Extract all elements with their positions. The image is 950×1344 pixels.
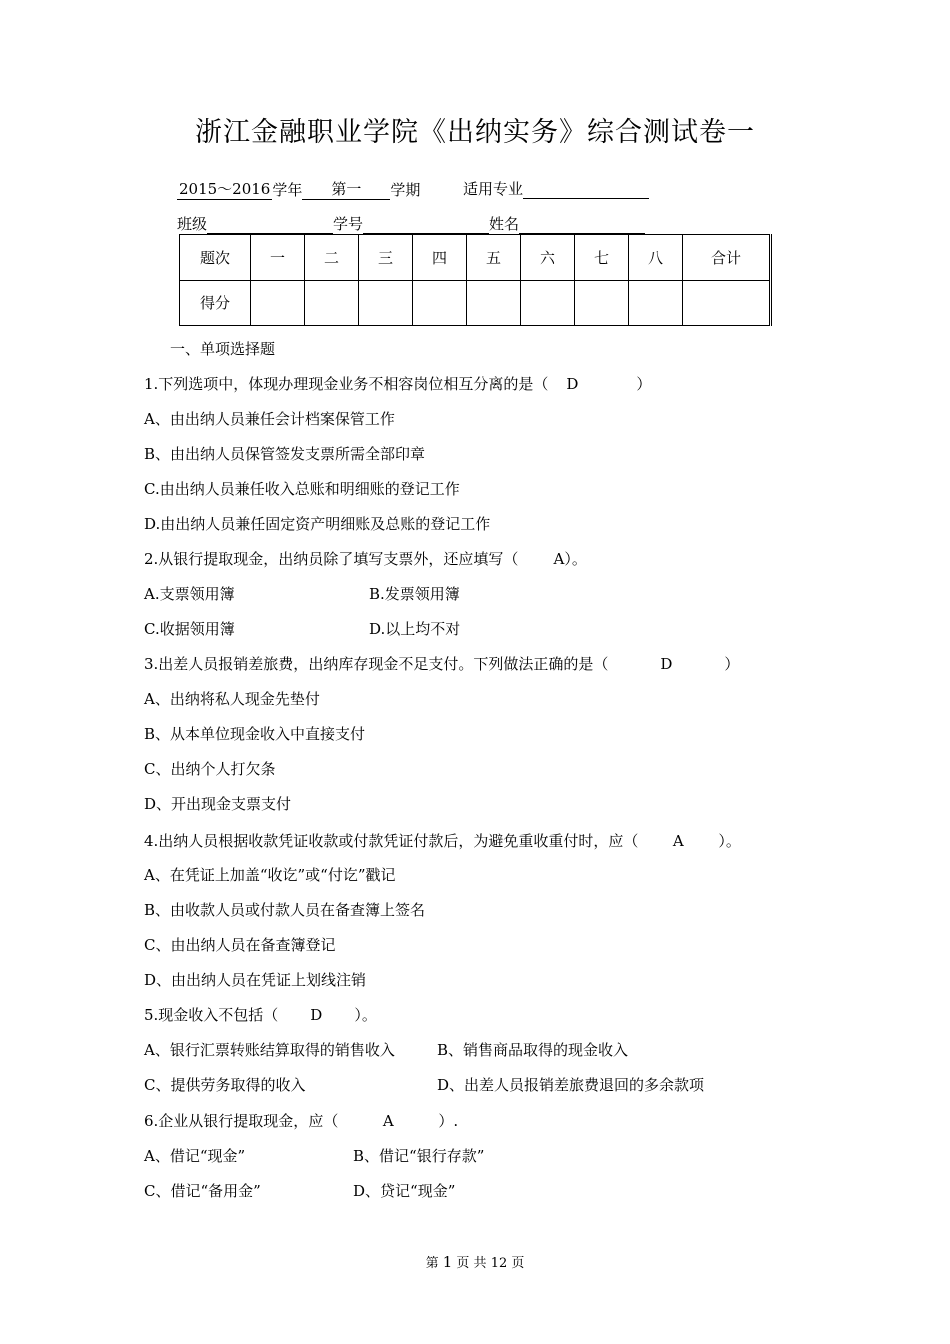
footer-suffix: 页 [511, 1256, 525, 1271]
answer: D [310, 1006, 323, 1024]
option: C、提供劳务取得的收入 [144, 1076, 306, 1094]
col-header: 一 [251, 235, 305, 281]
option: C、借记“备用金” [144, 1182, 261, 1200]
major-line [463, 178, 649, 199]
col-header: 三 [359, 235, 413, 281]
class-label: 班级 [177, 215, 208, 233]
option: D、开出现金支票支付 [144, 795, 292, 813]
term-suffix: 学期 [390, 181, 421, 199]
total-pages: 12 [490, 1256, 508, 1271]
section-heading: 一、单项选择题 [170, 340, 276, 358]
student-id-label: 学号 [333, 215, 364, 233]
question-close: ）. [438, 1112, 459, 1130]
row-label-question: 题次 [180, 235, 251, 281]
score-table-score-row [180, 280, 771, 326]
question-close: ）。 [564, 550, 587, 568]
col-header: 四 [413, 235, 467, 281]
option: D.由出纳人员兼任固定资产明细账及总账的登记工作 [144, 515, 491, 533]
option: D、出差人员报销差旅费退回的多余款项 [437, 1076, 705, 1094]
option: A、在凭证上加盖“收讫”或“付讫”戳记 [144, 866, 396, 884]
footer-middle: 页 共 [456, 1256, 487, 1271]
score-cell[interactable] [359, 280, 413, 326]
name-label: 姓名 [489, 215, 520, 233]
option: D、贷记“现金” [353, 1182, 456, 1200]
year-suffix: 学年 [272, 181, 303, 199]
question-stem: 1.下列选项中，体现办理现金业务不相容岗位相互分离的是（ [144, 375, 549, 393]
question-5 [144, 1004, 377, 1025]
answer: A [553, 550, 565, 568]
col-header: 八 [629, 235, 683, 281]
question-1 [144, 373, 651, 394]
total-score-cell[interactable] [683, 280, 771, 326]
option: C、由出纳人员在备查簿登记 [144, 936, 336, 954]
question-stem: 6.企业从银行提取现金，应（ [144, 1112, 339, 1130]
col-header: 六 [521, 235, 575, 281]
score-cell[interactable] [629, 280, 683, 326]
question-close: ） [636, 375, 652, 393]
score-cell[interactable] [467, 280, 521, 326]
question-stem: 2.从银行提取现金，出纳员除了填写支票外，还应填写（ [144, 550, 519, 568]
question-stem: 3.出差人员报销差旅费，出纳库存现金不足支付。下列做法正确的是（ [144, 655, 609, 673]
question-stem: 5.现金收入不包括（ [144, 1006, 279, 1024]
score-cell[interactable] [521, 280, 575, 326]
col-header: 二 [305, 235, 359, 281]
option: B.发票领用簿 [369, 585, 460, 603]
question-close: ） [724, 655, 740, 673]
option: B、由收款人员或付款人员在备查簿上签名 [144, 901, 426, 919]
name-blank[interactable] [519, 215, 645, 234]
footer-prefix: 第 [425, 1256, 439, 1271]
question-2 [144, 548, 587, 569]
term-value: 第一 [302, 178, 390, 200]
major-blank[interactable] [523, 180, 649, 199]
class-blank[interactable] [207, 215, 333, 234]
score-cell[interactable] [413, 280, 467, 326]
option: C.由出纳人员兼任收入总账和明细账的登记工作 [144, 480, 460, 498]
option: B、销售商品取得的现金收入 [437, 1041, 629, 1059]
score-cell[interactable] [305, 280, 359, 326]
term-line [177, 178, 420, 200]
option: C、出纳个人打欠条 [144, 760, 276, 778]
option: B、从本单位现金收入中直接支付 [144, 725, 366, 743]
answer: A [382, 1112, 394, 1130]
option: A.支票领用簿 [144, 585, 235, 603]
option: A、银行汇票转账结算取得的销售收入 [144, 1041, 395, 1059]
question-close: ）。 [718, 832, 741, 850]
current-page: 1 [442, 1253, 453, 1271]
option: A、出纳将私人现金先垫付 [144, 690, 320, 708]
page-footer [0, 1252, 950, 1271]
answer: D [566, 375, 579, 393]
row-label-score: 得分 [180, 280, 251, 326]
option: A、借记“现金” [144, 1147, 246, 1165]
answer: A [672, 832, 684, 850]
option: D、由出纳人员在凭证上划线注销 [144, 971, 367, 989]
answer: D [660, 655, 673, 673]
option: D.以上均不对 [369, 620, 461, 638]
total-header: 合计 [683, 235, 771, 281]
score-table-header-row [180, 235, 771, 281]
major-label: 适用专业 [463, 180, 524, 198]
option: B、由出纳人员保管签发支票所需全部印章 [144, 445, 426, 463]
year-value: 2015～2016 [179, 180, 271, 198]
question-stem: 4.出纳人员根据收款凭证收款或付款凭证付款后，为避免重收重付时，应（ [144, 832, 639, 850]
question-3 [144, 653, 739, 674]
student-id-blank[interactable] [363, 215, 489, 234]
score-cell[interactable] [575, 280, 629, 326]
score-table [179, 234, 772, 326]
score-cell[interactable] [251, 280, 305, 326]
question-6 [144, 1110, 458, 1131]
col-header: 七 [575, 235, 629, 281]
option: A、由出纳人员兼任会计档案保管工作 [144, 410, 395, 428]
question-close: ）。 [354, 1006, 377, 1024]
option: B、借记“银行存款” [353, 1147, 485, 1165]
page-title: 浙江金融职业学院《出纳实务》综合测试卷一 [195, 117, 755, 148]
student-info-line [177, 213, 645, 234]
col-header: 五 [467, 235, 521, 281]
option: C.收据领用簿 [144, 620, 235, 638]
question-4 [144, 830, 741, 851]
